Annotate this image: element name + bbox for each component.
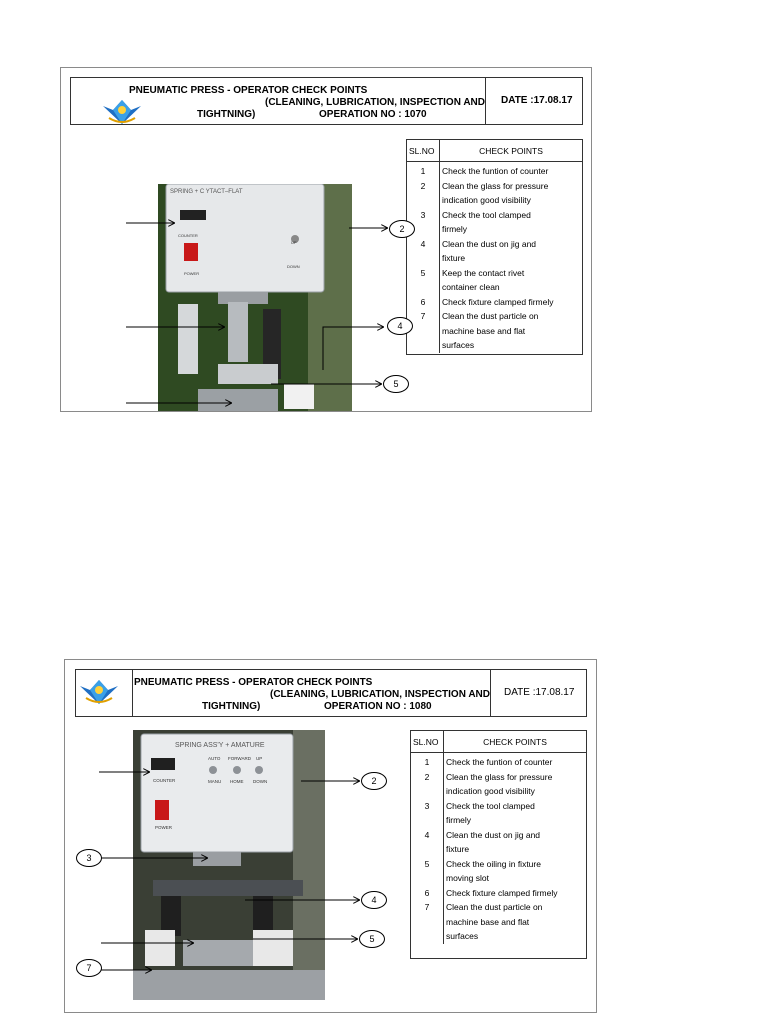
table-row: 6 Check fixture clamped firmely xyxy=(411,886,586,901)
panel-label: SPRING ASS'Y + AMATURE xyxy=(175,742,265,749)
col-check-points: CHECK POINTS xyxy=(444,731,587,753)
power-label: POWER xyxy=(155,825,173,830)
callout-2: 2 xyxy=(389,220,415,238)
title-line-3: TIGHTNING) xyxy=(202,701,261,712)
switch-bottom-1: MANU xyxy=(208,779,222,784)
col-sl-no: SL.NO xyxy=(407,140,440,162)
switch-top-1: AUTO xyxy=(208,756,221,761)
table-row: 7 Clean the dust particle on xyxy=(407,309,582,324)
table-row: 4 Clean the dust on jig and xyxy=(411,828,586,843)
counter-label: COUNTER xyxy=(153,778,176,783)
counter-label: COUNTER xyxy=(178,233,198,238)
operation-number: OPERATION NO : 1070 xyxy=(319,109,427,120)
callout-5: 5 xyxy=(359,930,385,948)
table-row: 1 Check the funtion of counter xyxy=(407,162,582,179)
table-row: 4 Clean the dust on jig and xyxy=(407,237,582,252)
operation-number: OPERATION NO : 1080 xyxy=(324,701,432,712)
callout-4: 4 xyxy=(387,317,413,335)
callout-3: 3 xyxy=(76,849,102,867)
table-row: 3 Check the tool clamped xyxy=(407,208,582,223)
table-row: 5 Keep the contact rivet xyxy=(407,266,582,281)
power-label: POWER xyxy=(184,271,200,276)
table-row: 6 Check fixture clamped firmely xyxy=(407,295,582,310)
switch-label-up: UP xyxy=(291,240,297,245)
title-line-1: PNEUMATIC PRESS - OPERATOR CHECK POINTS xyxy=(134,677,373,688)
table-row: 5 Check the oiling in fixture xyxy=(411,857,586,872)
col-check-points: CHECK POINTS xyxy=(440,140,583,162)
date-label: DATE :17.08.17 xyxy=(504,687,575,698)
title-line-3: TIGHTNING) xyxy=(197,109,256,120)
check-points-table: SL.NO CHECK POINTS 1 Check the funtion of counter 2 Clean the glass for pressure indication good visibility 3 Check the tool clamped firmely 4 Clean the dust on jig and fixture 5 Keep the contact rivet container clean 6 Check fixture clamped firmely 7 Clean the dust particle on machine base and flat surfaces xyxy=(406,139,583,355)
sheet-2 xyxy=(64,659,597,1013)
switch-top-3: UP xyxy=(256,756,263,761)
callout-arrows xyxy=(61,68,591,411)
callout-7: 7 xyxy=(76,959,102,977)
switch-label-down: DOWN xyxy=(287,264,300,269)
panel-label: SPRING + C YTACT–FLAT xyxy=(170,189,243,195)
switch-bottom-3: DOWN xyxy=(253,779,268,784)
col-sl-no: SL.NO xyxy=(411,731,444,753)
table-row: 7 Clean the dust particle on xyxy=(411,900,586,915)
title-line-2: (CLEANING, LUBRICATION, INSPECTION AND xyxy=(270,689,490,700)
callout-4: 4 xyxy=(361,891,387,909)
table-row: 2 Clean the glass for pressure xyxy=(407,179,582,194)
title-line-2: (CLEANING, LUBRICATION, INSPECTION AND xyxy=(265,97,485,108)
switch-bottom-2: HOME xyxy=(230,779,244,784)
switch-top-2: FORWARD xyxy=(228,756,251,761)
table-row: 1 Check the funtion of counter xyxy=(411,753,586,770)
date-label: DATE :17.08.17 xyxy=(501,95,573,106)
title-line-1: PNEUMATIC PRESS - OPERATOR CHECK POINTS xyxy=(129,85,368,96)
callout-5: 5 xyxy=(383,375,409,393)
table-row: 2 Clean the glass for pressure xyxy=(411,770,586,785)
callout-2: 2 xyxy=(361,772,387,790)
callout-arrows xyxy=(65,660,596,1012)
table-row: 3 Check the tool clamped xyxy=(411,799,586,814)
check-points-table: SL.NO CHECK POINTS 1 Check the funtion of counter 2 Clean the glass for pressure indication good visibility 3 Check the tool clamped firmely 4 Clean the dust on jig and fixture 5 Check the oiling in fixture moving slot 6 Check fixture clamped firmely 7 Clean the dust particle on machine base and flat surfaces xyxy=(410,730,587,959)
sheet-1 xyxy=(60,67,592,412)
